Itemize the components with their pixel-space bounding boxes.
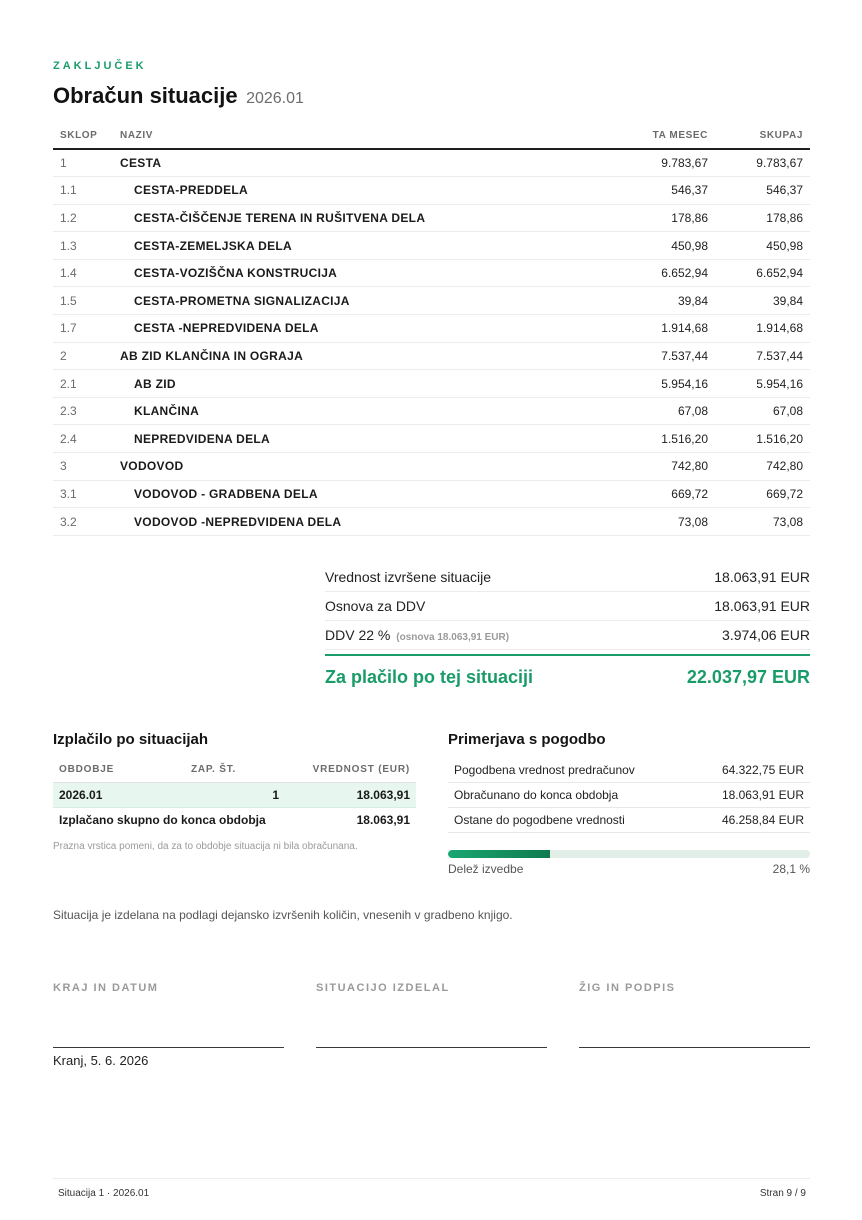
signature-place-date bbox=[53, 982, 284, 1068]
comparison-remaining-label: Ostane do pogodbene vrednosti bbox=[454, 813, 625, 827]
row-total-value: 5.954,16 bbox=[715, 370, 810, 398]
row-month-value: 67,08 bbox=[615, 397, 715, 425]
comparison-row-billed bbox=[448, 783, 810, 808]
summary-row-total bbox=[325, 654, 810, 698]
row-month-value: 546,37 bbox=[615, 177, 715, 205]
table-row bbox=[53, 480, 810, 508]
signature-stamp bbox=[579, 982, 810, 994]
column-header-skupaj: SKUPAJ bbox=[715, 122, 810, 149]
row-code: 2.3 bbox=[53, 397, 113, 425]
payments-row-period: 2026.01 bbox=[53, 782, 185, 807]
payments-row bbox=[53, 782, 416, 807]
row-month-value: 73,08 bbox=[615, 508, 715, 536]
completion-progress-fill bbox=[448, 850, 550, 858]
row-name: CESTA-ZEMELJSKA DELA bbox=[113, 232, 615, 260]
row-code: 1.5 bbox=[53, 287, 113, 315]
signature-place-date-value: Kranj, 5. 6. 2026 bbox=[53, 1053, 149, 1068]
row-month-value: 742,80 bbox=[615, 453, 715, 481]
row-total-value: 450,98 bbox=[715, 232, 810, 260]
summary-vat-base-value: 18.063,91 EUR bbox=[714, 598, 810, 614]
row-name: VODOVOD - GRADBENA DELA bbox=[113, 480, 615, 508]
row-total-value: 9.783,67 bbox=[715, 149, 810, 177]
comparison-contract-label: Pogodbena vrednost predračunov bbox=[454, 763, 635, 777]
payments-table-header bbox=[53, 758, 416, 782]
items-table-body bbox=[53, 149, 810, 535]
table-row bbox=[53, 232, 810, 260]
page-footer-left: Situacija 1 · 2026.01 bbox=[58, 1188, 150, 1199]
row-code: 3.1 bbox=[53, 480, 113, 508]
table-row bbox=[53, 315, 810, 343]
row-total-value: 6.652,94 bbox=[715, 259, 810, 287]
row-name: KLANČINA bbox=[113, 397, 615, 425]
row-month-value: 669,72 bbox=[615, 480, 715, 508]
row-code: 2 bbox=[53, 342, 113, 370]
summary-executed-label: Vrednost izvršene situacije bbox=[325, 569, 492, 585]
summary-block bbox=[325, 563, 810, 698]
row-name: CESTA bbox=[113, 149, 615, 177]
column-header-vrednost: VREDNOST (EUR) bbox=[285, 758, 416, 782]
row-month-value: 1.516,20 bbox=[615, 425, 715, 453]
row-month-value: 178,86 bbox=[615, 204, 715, 232]
comparison-title: Primerjava s pogodbo bbox=[448, 731, 606, 748]
row-month-value: 1.914,68 bbox=[615, 315, 715, 343]
row-total-value: 742,80 bbox=[715, 453, 810, 481]
section-label: ZAKLJUČEK bbox=[53, 60, 147, 72]
table-row bbox=[53, 259, 810, 287]
table-row bbox=[53, 177, 810, 205]
row-total-value: 1.914,68 bbox=[715, 315, 810, 343]
column-header-zap-st: ZAP. ŠT. bbox=[185, 758, 285, 782]
row-total-value: 7.537,44 bbox=[715, 342, 810, 370]
row-name: VODOVOD -NEPREDVIDENA DELA bbox=[113, 508, 615, 536]
page-number: Stran 9 / 9 bbox=[759, 1188, 806, 1199]
column-header-ta-mesec: TA MESEC bbox=[615, 122, 715, 149]
payments-total-value: 18.063,91 bbox=[356, 812, 410, 827]
column-header-naziv: NAZIV bbox=[113, 122, 615, 149]
comparison-row-remaining bbox=[448, 808, 810, 833]
completion-progress-label-row bbox=[448, 862, 810, 876]
row-total-value: 669,72 bbox=[715, 480, 810, 508]
payments-title: Izplačilo po situacijah bbox=[53, 731, 209, 748]
row-month-value: 6.652,94 bbox=[615, 259, 715, 287]
signature-stamp-label: ŽIG IN PODPIS bbox=[579, 982, 676, 994]
table-row bbox=[53, 287, 810, 315]
items-table-header bbox=[53, 122, 810, 149]
row-name: CESTA-VOZIŠČNA KONSTRUCIJA bbox=[113, 259, 615, 287]
signature-prepared-by bbox=[316, 982, 547, 994]
summary-vat-note: (osnova 18.063,91 EUR) bbox=[396, 632, 510, 643]
table-row bbox=[53, 204, 810, 232]
table-row bbox=[53, 342, 810, 370]
row-name: VODOVOD bbox=[113, 453, 615, 481]
row-name: CESTA-PROMETNA SIGNALIZACIJA bbox=[113, 287, 615, 315]
payments-table bbox=[53, 758, 416, 832]
column-header-sklop: SKLOP bbox=[53, 122, 113, 149]
comparison-row-contract bbox=[448, 758, 810, 783]
summary-total-value: 22.037,97 EUR bbox=[686, 666, 810, 687]
row-name: CESTA-PREDDELA bbox=[113, 177, 615, 205]
table-row bbox=[53, 370, 810, 398]
payments-total-row bbox=[53, 807, 416, 832]
footer-note: Situacija je izdelana na podlagi dejansko izvršenih količin, vnesenih v gradbeno knjigo. bbox=[53, 908, 513, 922]
page-title: Obračun situacije bbox=[53, 83, 238, 108]
row-month-value: 7.537,44 bbox=[615, 342, 715, 370]
row-code: 1.1 bbox=[53, 177, 113, 205]
summary-executed-value: 18.063,91 EUR bbox=[714, 569, 810, 585]
page-footer bbox=[53, 1178, 810, 1199]
row-total-value: 546,37 bbox=[715, 177, 810, 205]
page-title-row bbox=[53, 83, 304, 109]
row-total-value: 1.516,20 bbox=[715, 425, 810, 453]
completion-progress-label: Delež izvedbe bbox=[448, 862, 524, 876]
summary-vat-label-group bbox=[325, 627, 509, 643]
comparison-box bbox=[448, 730, 810, 876]
table-row bbox=[53, 397, 810, 425]
row-code: 1.7 bbox=[53, 315, 113, 343]
signature-place-date-label: KRAJ IN DATUM bbox=[53, 982, 159, 994]
row-month-value: 5.954,16 bbox=[615, 370, 715, 398]
row-code: 2.4 bbox=[53, 425, 113, 453]
row-code: 3.2 bbox=[53, 508, 113, 536]
payments-row-value: 18.063,91 bbox=[285, 782, 416, 807]
summary-row-vat bbox=[325, 621, 810, 650]
payments-note: Prazna vrstica pomeni, da za to obdobje situacija ni bila obračunana. bbox=[53, 841, 358, 852]
table-row bbox=[53, 508, 810, 536]
column-header-obdobje: OBDOBJE bbox=[53, 758, 185, 782]
summary-vat-value: 3.974,06 EUR bbox=[722, 627, 810, 643]
row-month-value: 39,84 bbox=[615, 287, 715, 315]
items-table bbox=[53, 122, 810, 536]
table-row bbox=[53, 453, 810, 481]
summary-row-vat-base bbox=[325, 592, 810, 621]
signature-prepared-label: SITUACIJO IZDELAL bbox=[316, 982, 450, 994]
row-total-value: 73,08 bbox=[715, 508, 810, 536]
table-row bbox=[53, 425, 810, 453]
signature-line bbox=[53, 1047, 284, 1048]
row-month-value: 450,98 bbox=[615, 232, 715, 260]
completion-progress-bar bbox=[448, 850, 810, 858]
table-row bbox=[53, 149, 810, 177]
summary-vat-base-label: Osnova za DDV bbox=[325, 598, 426, 614]
row-name: CESTA -NEPREDVIDENA DELA bbox=[113, 315, 615, 343]
row-name: AB ZID KLANČINA IN OGRAJA bbox=[113, 342, 615, 370]
row-total-value: 67,08 bbox=[715, 397, 810, 425]
payments-total-label: Izplačano skupno do konca obdobja bbox=[59, 812, 266, 827]
summary-row-executed bbox=[325, 563, 810, 592]
row-name: AB ZID bbox=[113, 370, 615, 398]
row-name: CESTA-ČIŠČENJE TERENA IN RUŠITVENA DELA bbox=[113, 204, 615, 232]
row-code: 2.1 bbox=[53, 370, 113, 398]
completion-progress-value: 28,1 % bbox=[772, 862, 810, 876]
summary-vat-label: DDV 22 % bbox=[325, 627, 391, 643]
signature-line bbox=[316, 1047, 547, 1048]
row-code: 1 bbox=[53, 149, 113, 177]
comparison-contract-value: 64.322,75 EUR bbox=[721, 763, 804, 777]
row-month-value: 9.783,67 bbox=[615, 149, 715, 177]
comparison-remaining-value: 46.258,84 EUR bbox=[721, 813, 804, 827]
row-total-value: 178,86 bbox=[715, 204, 810, 232]
row-code: 3 bbox=[53, 453, 113, 481]
row-total-value: 39,84 bbox=[715, 287, 810, 315]
row-code: 1.3 bbox=[53, 232, 113, 260]
summary-total-label: Za plačilo po tej situaciji bbox=[325, 666, 534, 687]
signature-line bbox=[579, 1047, 810, 1048]
row-name: NEPREDVIDENA DELA bbox=[113, 425, 615, 453]
page-title-period: 2026.01 bbox=[246, 90, 304, 107]
comparison-billed-label: Obračunano do konca obdobja bbox=[454, 788, 619, 802]
comparison-billed-value: 18.063,91 EUR bbox=[721, 788, 804, 802]
row-code: 1.4 bbox=[53, 259, 113, 287]
payments-box bbox=[53, 730, 416, 852]
row-code: 1.2 bbox=[53, 204, 113, 232]
payments-row-number: 1 bbox=[185, 782, 285, 807]
